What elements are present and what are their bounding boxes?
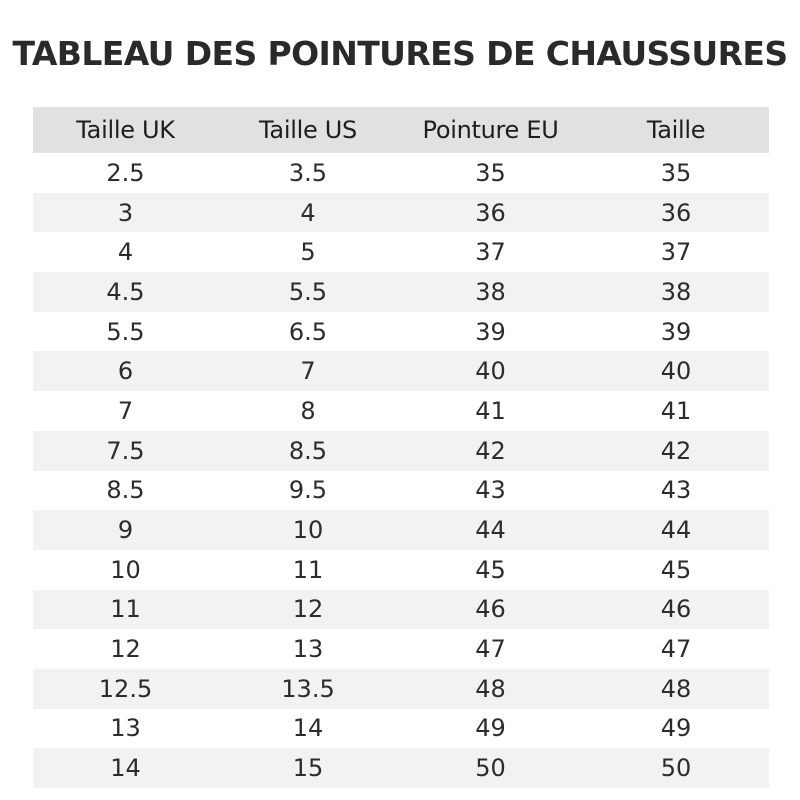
cell-us-size: 6.5	[288, 317, 328, 346]
cell-uk-size: 12.5	[98, 674, 153, 703]
cell-size: 40	[660, 357, 692, 386]
cell-eu-size: 40	[475, 357, 506, 386]
cell-uk-size: 12	[110, 635, 141, 664]
cell-eu-size: 46	[475, 595, 506, 624]
table-row	[33, 510, 769, 550]
table-header	[33, 107, 769, 153]
cell-us-size: 14	[292, 714, 324, 743]
cell-size: 39	[660, 317, 692, 346]
table-row	[33, 590, 769, 630]
cell-uk-size: 7	[117, 396, 134, 425]
table-row	[33, 550, 769, 590]
cell-size: 43	[660, 476, 692, 505]
table-row	[33, 193, 769, 233]
cell-uk-size: 3	[117, 198, 134, 227]
cell-uk-size: 6	[117, 357, 134, 386]
cell-uk-size: 7.5	[106, 436, 145, 465]
cell-us-size: 5	[300, 238, 316, 267]
cell-eu-size: 49	[475, 714, 506, 743]
table-row	[33, 153, 769, 193]
cell-us-size: 10	[292, 516, 324, 545]
cell-eu-size: 47	[475, 635, 506, 664]
cell-us-size: 11	[292, 555, 324, 584]
table-row	[33, 669, 769, 709]
cell-size: 45	[660, 555, 692, 584]
table-row	[33, 272, 769, 312]
cell-us-size: 13.5	[281, 674, 335, 703]
cell-uk-size: 5.5	[106, 317, 145, 346]
cell-us-size: 8.5	[288, 436, 328, 465]
cell-uk-size: 11	[110, 595, 141, 624]
cell-uk-size: 4	[117, 238, 134, 267]
cell-size: 35	[660, 158, 692, 187]
cell-size: 41	[660, 396, 692, 425]
cell-us-size: 5.5	[288, 277, 328, 306]
header-size: Taille	[646, 116, 706, 144]
cell-size: 50	[660, 754, 692, 783]
cell-us-size: 9.5	[288, 476, 328, 505]
cell-us-size: 15	[292, 754, 324, 783]
header-row	[33, 107, 769, 153]
cell-eu-size: 42	[475, 436, 506, 465]
cell-uk-size: 8.5	[106, 476, 145, 505]
cell-eu-size: 45	[475, 555, 506, 584]
cell-us-size: 13	[292, 635, 324, 664]
header-eu-size: Pointure EU	[422, 116, 559, 144]
cell-eu-size: 41	[475, 396, 506, 425]
cell-us-size: 8	[300, 396, 316, 425]
cell-size: 49	[660, 714, 692, 743]
cell-uk-size: 10	[110, 555, 141, 584]
table-row	[33, 312, 769, 352]
cell-us-size: 12	[292, 595, 324, 624]
table-row	[33, 232, 769, 272]
cell-size: 47	[660, 635, 692, 664]
cell-us-size: 4	[300, 198, 316, 227]
cell-eu-size: 39	[475, 317, 506, 346]
table-row	[33, 709, 769, 749]
cell-uk-size: 2.5	[106, 158, 145, 187]
table-row	[33, 471, 769, 511]
table-row	[33, 748, 769, 788]
cell-eu-size: 48	[475, 674, 506, 703]
cell-size: 46	[660, 595, 692, 624]
cell-size: 48	[660, 674, 692, 703]
header-uk-size: Taille UK	[76, 116, 175, 144]
cell-us-size: 3.5	[288, 158, 328, 187]
table-row	[33, 391, 769, 431]
cell-uk-size: 4.5	[106, 277, 145, 306]
cell-eu-size: 43	[475, 476, 506, 505]
cell-uk-size: 13	[110, 714, 141, 743]
shoe-size-table	[33, 107, 769, 788]
cell-eu-size: 36	[475, 198, 506, 227]
cell-size: 44	[660, 516, 692, 545]
table-row	[33, 629, 769, 669]
cell-us-size: 7	[300, 357, 316, 386]
cell-size: 42	[660, 436, 692, 465]
cell-size: 37	[660, 238, 692, 267]
table-row	[33, 351, 769, 391]
table-row	[33, 431, 769, 471]
cell-size: 38	[660, 277, 692, 306]
cell-eu-size: 38	[475, 277, 506, 306]
table-body	[33, 153, 769, 788]
cell-eu-size: 35	[475, 158, 506, 187]
page-title: TABLEAU DES POINTURES DE CHAUSSURES	[12, 34, 788, 73]
cell-eu-size: 50	[475, 754, 506, 783]
cell-eu-size: 37	[475, 238, 506, 267]
cell-uk-size: 9	[117, 516, 134, 545]
cell-eu-size: 44	[475, 516, 506, 545]
header-us-size: Taille US	[259, 116, 357, 144]
cell-uk-size: 14	[110, 754, 141, 783]
cell-size: 36	[660, 198, 692, 227]
